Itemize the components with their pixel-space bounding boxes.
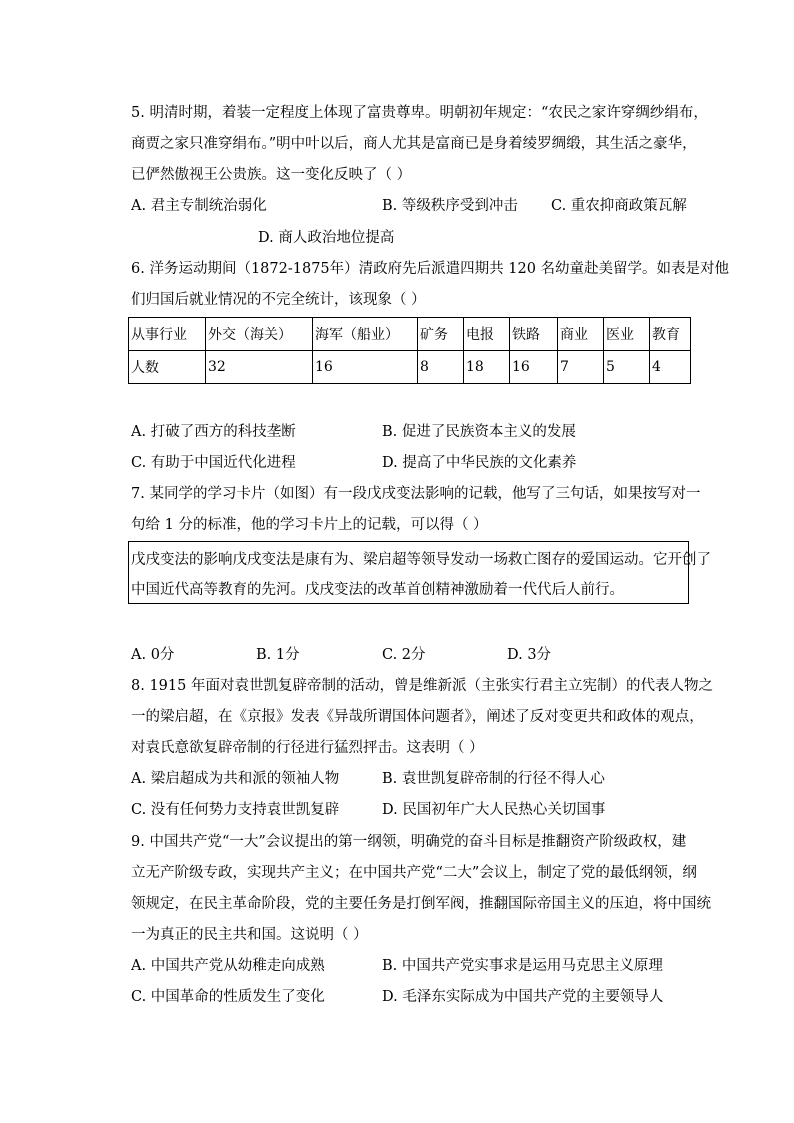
table-cell: 4 bbox=[650, 351, 691, 384]
table-cell: 电报 bbox=[464, 318, 510, 351]
table-cell: 教育 bbox=[650, 318, 691, 351]
q9-option-d: D. 毛泽东实际成为中国共产党的主要领导人 bbox=[382, 989, 664, 1005]
q8-option-c: C. 没有任何势力支持袁世凯复辟 bbox=[131, 802, 340, 818]
table-cell: 外交（海关） bbox=[206, 318, 313, 351]
q9-stem-line-1: 9. 中国共产党“一大”会议提出的第一纲领，明确党的奋斗目标是推翻资产阶级政权，建 bbox=[131, 834, 687, 850]
q9-option-c: C. 中国革命的性质发生了变化 bbox=[131, 989, 325, 1005]
q5-option-a: A. 君主专制统治弱化 bbox=[131, 198, 267, 214]
q8-stem-line-1: 8. 1915 年面对袁世凯复辟帝制的活动，曾是维新派（主张实行君主立宪制）的代表人物之 bbox=[131, 678, 713, 694]
study-card-line-1: 戊戌变法的影响戊戌变法是康有为、梁启超等领导发动一场救亡图存的爱国运动。它开创了 bbox=[131, 552, 711, 568]
q5-option-b: B. 等级秩序受到冲击 bbox=[382, 198, 518, 214]
q7-stem-line-2: 句给 1 分的标准，他的学习卡片上的记载，可以得（ ） bbox=[131, 517, 488, 533]
q5-option-d: D. 商人政治地位提高 bbox=[258, 230, 395, 246]
employment-table bbox=[128, 317, 691, 384]
q6-option-b: B. 促进了民族资本主义的发展 bbox=[382, 424, 576, 440]
table-cell: 7 bbox=[558, 351, 604, 384]
q6-option-d: D. 提高了中华民族的文化素养 bbox=[382, 455, 577, 471]
table-cell: 海军（船业） bbox=[313, 318, 418, 351]
q9-stem-line-4: 一为真正的民主共和国。这说明（ ） bbox=[131, 927, 368, 943]
table-cell: 18 bbox=[464, 351, 510, 384]
table-cell: 医业 bbox=[604, 318, 650, 351]
table-cell: 8 bbox=[418, 351, 464, 384]
table-cell: 32 bbox=[206, 351, 313, 384]
q6-option-a: A. 打破了西方的科技垄断 bbox=[131, 424, 296, 440]
table-cell: 16 bbox=[313, 351, 418, 384]
table-cell: 矿务 bbox=[418, 318, 464, 351]
table-cell: 商业 bbox=[558, 318, 604, 351]
table-cell: 16 bbox=[510, 351, 558, 384]
q5-stem-line-3: 已俨然傲视王公贵族。这一变化反映了（ ） bbox=[131, 167, 412, 183]
table-row bbox=[129, 351, 691, 384]
q8-option-d: D. 民国初年广大人民热心关切国事 bbox=[382, 802, 606, 818]
table-header-row bbox=[129, 318, 691, 351]
q7-stem-line-1: 7. 某同学的学习卡片（如图）有一段戊戌变法影响的记载，他写了三句话，如果按写对一 bbox=[131, 486, 701, 502]
table-cell: 铁路 bbox=[510, 318, 558, 351]
study-card bbox=[128, 541, 711, 604]
q6-option-c: C. 有助于中国近代化进程 bbox=[131, 455, 296, 471]
q6-stem-line-2: 们归国后就业情况的不完全统计，该现象（ ） bbox=[131, 292, 426, 308]
q5-option-c: C. 重农抑商政策瓦解 bbox=[551, 198, 687, 214]
q5-stem-line-1: 5. 明清时期，着装一定程度上体现了富贵尊卑。明朝初年规定：“农民之家许穿绸纱绢布， bbox=[131, 105, 708, 121]
q6-stem-line-1: 6. 洋务运动期间（1872-1875年）清政府先后派遣四期共 120 名幼童赴美留学。如表是对他 bbox=[131, 261, 730, 277]
table-cell: 人数 bbox=[129, 351, 206, 384]
q7-option-a: A. 0分 bbox=[131, 647, 175, 663]
table-cell: 5 bbox=[604, 351, 650, 384]
q9-stem-line-2: 立无产阶级专政，实现共产主义；在中国共产党“二大”会议上，制定了党的最低纲领，纲 bbox=[131, 865, 697, 881]
q5-stem-line-2: 商贾之家只准穿绢布。”明中叶以后，商人尤其是富商已是身着绫罗绸缎，其生活之豪华， bbox=[131, 136, 697, 152]
q8-stem-line-3: 对袁氏意欲复辟帝制的行径进行猛烈抨击。这表明（ ） bbox=[131, 740, 484, 756]
table-cell: 从事行业 bbox=[129, 318, 206, 351]
q9-option-b: B. 中国共产党实事求是运用马克思主义原理 bbox=[382, 958, 663, 974]
q7-option-c: C. 2分 bbox=[382, 647, 426, 663]
q9-stem-line-3: 领规定，在民主革命阶段，党的主要任务是打倒军阀，推翻国际帝国主义的压迫，将中国统 bbox=[131, 896, 711, 912]
q9-option-a: A. 中国共产党从幼稚走向成熟 bbox=[131, 958, 325, 974]
q8-option-a: A. 梁启超成为共和派的领袖人物 bbox=[131, 771, 340, 787]
study-card-line-2: 中国近代高等教育的先河。戊戌变法的改革首创精神激励着一代代后人前行。 bbox=[131, 582, 624, 598]
q7-option-b: B. 1分 bbox=[256, 647, 300, 663]
q8-option-b: B. 袁世凯复辟帝制的行径不得人心 bbox=[382, 771, 605, 787]
q8-stem-line-2: 一的梁启超，在《京报》发表《异哉所谓国体问题者》，阐述了反对变更共和政体的观点， bbox=[131, 709, 704, 725]
q7-option-d: D. 3分 bbox=[507, 647, 552, 663]
